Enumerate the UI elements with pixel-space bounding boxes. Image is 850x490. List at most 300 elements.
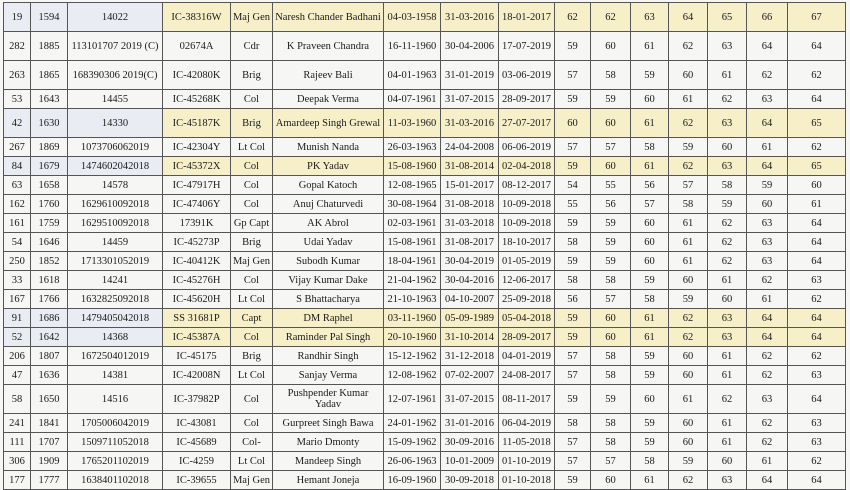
date-of-birth-cell: 12-07-1961: [384, 385, 441, 414]
service-number-cell: IC-45175: [163, 347, 231, 366]
date-issued-cell: 28-09-2017: [499, 90, 555, 109]
retirement-date-cell: 31-07-2015: [441, 90, 499, 109]
serial-no-cell: 33: [4, 271, 31, 290]
ppo-number-cell: 1638401102018: [68, 471, 163, 490]
date-issued-cell: 05-04-2018: [499, 309, 555, 328]
value-col-1-cell: 62: [555, 3, 591, 32]
value-col-6-cell: 63: [747, 233, 788, 252]
rank-cell: Brig: [231, 347, 273, 366]
rank-cell: Capt: [231, 309, 273, 328]
value-col-2-cell: 62: [591, 3, 631, 32]
value-col-5-cell: 59: [708, 195, 747, 214]
value-col-3-cell: 60: [631, 90, 669, 109]
value-col-4-cell: 60: [669, 414, 708, 433]
value-col-2-cell: 57: [591, 290, 631, 309]
retirement-date-cell: 30-09-2016: [441, 433, 499, 452]
officer-name-cell: Amardeep Singh Grewal: [273, 109, 384, 138]
value-col-1-cell: 57: [555, 347, 591, 366]
date-issued-cell: 18-01-2017: [499, 3, 555, 32]
retirement-date-cell: 30-04-2019: [441, 252, 499, 271]
seq-no-cell: 1841: [31, 414, 68, 433]
date-issued-cell: 10-09-2018: [499, 195, 555, 214]
value-col-6-cell: 61: [747, 138, 788, 157]
officer-name-cell: S Bhattacharya: [273, 290, 384, 309]
value-col-6-cell: 62: [747, 347, 788, 366]
officer-name-cell: Rajeev Bali: [273, 61, 384, 90]
value-col-7-cell: 67: [788, 3, 846, 32]
value-col-5-cell: 61: [708, 61, 747, 90]
officer-name-cell: Vijay Kumar Dake: [273, 271, 384, 290]
value-col-6-cell: 62: [747, 366, 788, 385]
rank-cell: Cdr: [231, 32, 273, 61]
serial-no-cell: 47: [4, 366, 31, 385]
rank-cell: Col: [231, 271, 273, 290]
retirement-date-cell: 24-04-2008: [441, 138, 499, 157]
service-number-cell: IC-45387A: [163, 328, 231, 347]
value-col-3-cell: 60: [631, 252, 669, 271]
officer-name-cell: AK Abrol: [273, 214, 384, 233]
value-col-5-cell: 61: [708, 271, 747, 290]
value-col-7-cell: 62: [788, 290, 846, 309]
table-row: [4, 433, 846, 452]
value-col-2-cell: 58: [591, 433, 631, 452]
retirement-date-cell: 31-03-2016: [441, 109, 499, 138]
rank-cell: Lt Col: [231, 290, 273, 309]
value-col-7-cell: 63: [788, 414, 846, 433]
value-col-7-cell: 64: [788, 32, 846, 61]
date-of-birth-cell: 03-11-1960: [384, 309, 441, 328]
value-col-7-cell: 64: [788, 385, 846, 414]
value-col-6-cell: 63: [747, 385, 788, 414]
value-col-4-cell: 59: [669, 290, 708, 309]
table-row: [4, 3, 846, 32]
ppo-number-cell: 14455: [68, 90, 163, 109]
table-row: [4, 452, 846, 471]
table-row: [4, 195, 846, 214]
date-of-birth-cell: 12-08-1962: [384, 366, 441, 385]
value-col-5-cell: 63: [708, 309, 747, 328]
date-of-birth-cell: 21-10-1963: [384, 290, 441, 309]
seq-no-cell: 1594: [31, 3, 68, 32]
table-row: [4, 385, 846, 414]
officer-name-cell: Raminder Pal Singh: [273, 328, 384, 347]
date-of-birth-cell: 26-03-1963: [384, 138, 441, 157]
value-col-5-cell: 61: [708, 347, 747, 366]
service-number-cell: IC-45620H: [163, 290, 231, 309]
date-of-birth-cell: 04-01-1963: [384, 61, 441, 90]
value-col-7-cell: 64: [788, 214, 846, 233]
ppo-number-cell: 113101707 2019 (C): [68, 32, 163, 61]
value-col-6-cell: 61: [747, 452, 788, 471]
value-col-1-cell: 57: [555, 366, 591, 385]
value-col-7-cell: 64: [788, 252, 846, 271]
date-of-birth-cell: 12-08-1965: [384, 176, 441, 195]
rank-cell: Col: [231, 195, 273, 214]
value-col-1-cell: 55: [555, 195, 591, 214]
value-col-3-cell: 59: [631, 271, 669, 290]
officer-name-cell: Hemant Joneja: [273, 471, 384, 490]
value-col-6-cell: 63: [747, 214, 788, 233]
service-number-cell: IC-45187K: [163, 109, 231, 138]
seq-no-cell: 1909: [31, 452, 68, 471]
table-row: [4, 138, 846, 157]
value-col-4-cell: 62: [669, 157, 708, 176]
retirement-date-cell: 31-03-2018: [441, 214, 499, 233]
date-issued-cell: 01-10-2018: [499, 471, 555, 490]
service-number-cell: IC-37982P: [163, 385, 231, 414]
value-col-4-cell: 57: [669, 176, 708, 195]
date-issued-cell: 10-09-2018: [499, 214, 555, 233]
officers-table: [3, 2, 846, 490]
value-col-5-cell: 63: [708, 32, 747, 61]
value-col-4-cell: 60: [669, 366, 708, 385]
ppo-number-cell: 14381: [68, 366, 163, 385]
value-col-3-cell: 58: [631, 138, 669, 157]
retirement-date-cell: 31-08-2014: [441, 157, 499, 176]
value-col-1-cell: 58: [555, 233, 591, 252]
value-col-7-cell: 64: [788, 471, 846, 490]
value-col-1-cell: 58: [555, 271, 591, 290]
serial-no-cell: 91: [4, 309, 31, 328]
retirement-date-cell: 31-07-2015: [441, 385, 499, 414]
date-issued-cell: 11-05-2018: [499, 433, 555, 452]
value-col-3-cell: 63: [631, 3, 669, 32]
value-col-2-cell: 58: [591, 366, 631, 385]
officer-name-cell: DM Raphel: [273, 309, 384, 328]
value-col-5-cell: 62: [708, 90, 747, 109]
value-col-1-cell: 59: [555, 385, 591, 414]
table-body: [4, 3, 846, 490]
value-col-2-cell: 59: [591, 385, 631, 414]
value-col-6-cell: 66: [747, 3, 788, 32]
date-issued-cell: 17-07-2019: [499, 32, 555, 61]
value-col-2-cell: 59: [591, 233, 631, 252]
value-col-2-cell: 58: [591, 61, 631, 90]
value-col-5-cell: 63: [708, 471, 747, 490]
ppo-number-cell: 14241: [68, 271, 163, 290]
value-col-3-cell: 60: [631, 385, 669, 414]
rank-cell: Lt Col: [231, 366, 273, 385]
value-col-6-cell: 63: [747, 90, 788, 109]
value-col-5-cell: 62: [708, 385, 747, 414]
date-issued-cell: 06-06-2019: [499, 138, 555, 157]
value-col-4-cell: 64: [669, 3, 708, 32]
serial-no-cell: 162: [4, 195, 31, 214]
table-row: [4, 176, 846, 195]
table-row: [4, 347, 846, 366]
value-col-1-cell: 59: [555, 328, 591, 347]
rank-cell: Col: [231, 414, 273, 433]
value-col-7-cell: 60: [788, 176, 846, 195]
table-row: [4, 471, 846, 490]
value-col-4-cell: 62: [669, 32, 708, 61]
retirement-date-cell: 15-01-2017: [441, 176, 499, 195]
serial-no-cell: 161: [4, 214, 31, 233]
value-col-7-cell: 62: [788, 138, 846, 157]
date-of-birth-cell: 21-04-1962: [384, 271, 441, 290]
seq-no-cell: 1869: [31, 138, 68, 157]
ppo-number-cell: 1713301052019: [68, 252, 163, 271]
value-col-1-cell: 59: [555, 309, 591, 328]
officer-name-cell: Udai Yadav: [273, 233, 384, 252]
date-issued-cell: 25-09-2018: [499, 290, 555, 309]
retirement-date-cell: 31-08-2018: [441, 195, 499, 214]
value-col-4-cell: 61: [669, 214, 708, 233]
value-col-3-cell: 61: [631, 328, 669, 347]
retirement-date-cell: 31-10-2014: [441, 328, 499, 347]
value-col-5-cell: 65: [708, 3, 747, 32]
value-col-1-cell: 59: [555, 32, 591, 61]
ppo-number-cell: 14578: [68, 176, 163, 195]
service-number-cell: IC-40412K: [163, 252, 231, 271]
value-col-6-cell: 64: [747, 32, 788, 61]
value-col-7-cell: 64: [788, 328, 846, 347]
value-col-7-cell: 63: [788, 271, 846, 290]
officer-name-cell: Deepak Verma: [273, 90, 384, 109]
officer-name-cell: Gopal Katoch: [273, 176, 384, 195]
value-col-6-cell: 60: [747, 195, 788, 214]
seq-no-cell: 1865: [31, 61, 68, 90]
value-col-7-cell: 65: [788, 109, 846, 138]
value-col-3-cell: 60: [631, 214, 669, 233]
value-col-7-cell: 62: [788, 347, 846, 366]
rank-cell: Col: [231, 385, 273, 414]
value-col-3-cell: 57: [631, 195, 669, 214]
serial-no-cell: 111: [4, 433, 31, 452]
date-issued-cell: 01-10-2019: [499, 452, 555, 471]
serial-no-cell: 53: [4, 90, 31, 109]
rank-cell: Brig: [231, 61, 273, 90]
service-number-cell: IC-47406Y: [163, 195, 231, 214]
officer-name-cell: Pushpender Kumar Yadav: [273, 385, 384, 414]
serial-no-cell: 250: [4, 252, 31, 271]
serial-no-cell: 282: [4, 32, 31, 61]
value-col-3-cell: 61: [631, 109, 669, 138]
value-col-7-cell: 65: [788, 157, 846, 176]
seq-no-cell: 1707: [31, 433, 68, 452]
serial-no-cell: 241: [4, 414, 31, 433]
date-of-birth-cell: 16-11-1960: [384, 32, 441, 61]
seq-no-cell: 1679: [31, 157, 68, 176]
rank-cell: Maj Gen: [231, 3, 273, 32]
value-col-4-cell: 60: [669, 347, 708, 366]
value-col-1-cell: 54: [555, 176, 591, 195]
service-number-cell: IC-42080K: [163, 61, 231, 90]
value-col-3-cell: 60: [631, 233, 669, 252]
service-number-cell: IC-39655: [163, 471, 231, 490]
date-issued-cell: 08-11-2017: [499, 385, 555, 414]
service-number-cell: IC-38316W: [163, 3, 231, 32]
value-col-1-cell: 56: [555, 290, 591, 309]
value-col-4-cell: 62: [669, 471, 708, 490]
retirement-date-cell: 31-03-2016: [441, 3, 499, 32]
value-col-2-cell: 58: [591, 414, 631, 433]
date-issued-cell: 04-01-2019: [499, 347, 555, 366]
rank-cell: Brig: [231, 109, 273, 138]
value-col-4-cell: 60: [669, 433, 708, 452]
value-col-2-cell: 60: [591, 109, 631, 138]
value-col-7-cell: 64: [788, 90, 846, 109]
date-of-birth-cell: 26-06-1963: [384, 452, 441, 471]
table-row: [4, 252, 846, 271]
value-col-4-cell: 61: [669, 233, 708, 252]
date-of-birth-cell: 15-12-1962: [384, 347, 441, 366]
seq-no-cell: 1636: [31, 366, 68, 385]
officer-name-cell: Anuj Chaturvedi: [273, 195, 384, 214]
date-issued-cell: 28-09-2017: [499, 328, 555, 347]
date-issued-cell: 01-05-2019: [499, 252, 555, 271]
officer-name-cell: Mandeep Singh: [273, 452, 384, 471]
ppo-number-cell: 1629610092018: [68, 195, 163, 214]
rank-cell: Lt Col: [231, 138, 273, 157]
date-of-birth-cell: 15-08-1960: [384, 157, 441, 176]
value-col-2-cell: 57: [591, 452, 631, 471]
value-col-1-cell: 59: [555, 252, 591, 271]
seq-no-cell: 1807: [31, 347, 68, 366]
value-col-6-cell: 62: [747, 271, 788, 290]
serial-no-cell: 63: [4, 176, 31, 195]
retirement-date-cell: 07-02-2007: [441, 366, 499, 385]
date-of-birth-cell: 15-08-1961: [384, 233, 441, 252]
value-col-1-cell: 59: [555, 471, 591, 490]
date-of-birth-cell: 02-03-1961: [384, 214, 441, 233]
value-col-4-cell: 61: [669, 385, 708, 414]
value-col-5-cell: 61: [708, 414, 747, 433]
retirement-date-cell: 05-09-1989: [441, 309, 499, 328]
date-of-birth-cell: 16-09-1960: [384, 471, 441, 490]
value-col-7-cell: 62: [788, 452, 846, 471]
seq-no-cell: 1650: [31, 385, 68, 414]
service-number-cell: SS 31681P: [163, 309, 231, 328]
retirement-date-cell: 30-09-2018: [441, 471, 499, 490]
rank-cell: Col: [231, 90, 273, 109]
date-of-birth-cell: 15-09-1962: [384, 433, 441, 452]
date-issued-cell: 03-06-2019: [499, 61, 555, 90]
rank-cell: Col: [231, 328, 273, 347]
officer-name-cell: Munish Nanda: [273, 138, 384, 157]
value-col-7-cell: 63: [788, 433, 846, 452]
table-row: [4, 32, 846, 61]
seq-no-cell: 1646: [31, 233, 68, 252]
retirement-date-cell: 30-04-2006: [441, 32, 499, 61]
ppo-number-cell: 14330: [68, 109, 163, 138]
value-col-4-cell: 60: [669, 61, 708, 90]
value-col-6-cell: 59: [747, 176, 788, 195]
service-number-cell: IC-45276H: [163, 271, 231, 290]
rank-cell: Gp Capt: [231, 214, 273, 233]
value-col-5-cell: 60: [708, 138, 747, 157]
value-col-3-cell: 56: [631, 176, 669, 195]
value-col-5-cell: 61: [708, 366, 747, 385]
seq-no-cell: 1766: [31, 290, 68, 309]
date-of-birth-cell: 30-08-1964: [384, 195, 441, 214]
value-col-7-cell: 61: [788, 195, 846, 214]
service-number-cell: IC-45689: [163, 433, 231, 452]
value-col-6-cell: 64: [747, 157, 788, 176]
value-col-1-cell: 57: [555, 138, 591, 157]
officer-name-cell: Gurpreet Singh Bawa: [273, 414, 384, 433]
date-issued-cell: 18-10-2017: [499, 233, 555, 252]
value-col-7-cell: 63: [788, 366, 846, 385]
table-row: [4, 61, 846, 90]
seq-no-cell: 1658: [31, 176, 68, 195]
ppo-number-cell: 1765201102019: [68, 452, 163, 471]
value-col-1-cell: 57: [555, 61, 591, 90]
ppo-number-cell: 1073706062019: [68, 138, 163, 157]
value-col-7-cell: 64: [788, 309, 846, 328]
value-col-2-cell: 58: [591, 271, 631, 290]
value-col-4-cell: 59: [669, 452, 708, 471]
seq-no-cell: 1630: [31, 109, 68, 138]
value-col-1-cell: 60: [555, 109, 591, 138]
serial-no-cell: 167: [4, 290, 31, 309]
serial-no-cell: 58: [4, 385, 31, 414]
value-col-3-cell: 61: [631, 157, 669, 176]
service-number-cell: IC-47917H: [163, 176, 231, 195]
table-row: [4, 290, 846, 309]
date-issued-cell: 02-04-2018: [499, 157, 555, 176]
table-row: [4, 90, 846, 109]
seq-no-cell: 1759: [31, 214, 68, 233]
officer-name-cell: PK Yadav: [273, 157, 384, 176]
rank-cell: Col-: [231, 433, 273, 452]
value-col-7-cell: 64: [788, 233, 846, 252]
value-col-4-cell: 62: [669, 309, 708, 328]
ppo-number-cell: 1632825092018: [68, 290, 163, 309]
date-of-birth-cell: 04-07-1961: [384, 90, 441, 109]
serial-no-cell: 54: [4, 233, 31, 252]
serial-no-cell: 263: [4, 61, 31, 90]
value-col-6-cell: 64: [747, 328, 788, 347]
serial-no-cell: 84: [4, 157, 31, 176]
serial-no-cell: 177: [4, 471, 31, 490]
value-col-1-cell: 57: [555, 433, 591, 452]
rank-cell: Maj Gen: [231, 471, 273, 490]
ppo-number-cell: 14022: [68, 3, 163, 32]
serial-no-cell: 19: [4, 3, 31, 32]
value-col-2-cell: 60: [591, 328, 631, 347]
value-col-6-cell: 62: [747, 433, 788, 452]
value-col-2-cell: 58: [591, 347, 631, 366]
officer-name-cell: Randhir Singh: [273, 347, 384, 366]
retirement-date-cell: 31-01-2019: [441, 61, 499, 90]
value-col-7-cell: 62: [788, 61, 846, 90]
value-col-3-cell: 59: [631, 366, 669, 385]
service-number-cell: IC-45372X: [163, 157, 231, 176]
officer-name-cell: Sanjay Verma: [273, 366, 384, 385]
service-number-cell: IC-43081: [163, 414, 231, 433]
value-col-5-cell: 62: [708, 252, 747, 271]
value-col-6-cell: 63: [747, 252, 788, 271]
value-col-3-cell: 61: [631, 471, 669, 490]
value-col-5-cell: 61: [708, 433, 747, 452]
seq-no-cell: 1885: [31, 32, 68, 61]
serial-no-cell: 42: [4, 109, 31, 138]
table-row: [4, 271, 846, 290]
value-col-5-cell: 62: [708, 233, 747, 252]
ppo-number-cell: 1705006042019: [68, 414, 163, 433]
serial-no-cell: 52: [4, 328, 31, 347]
table-row: [4, 157, 846, 176]
date-issued-cell: 24-08-2017: [499, 366, 555, 385]
date-issued-cell: 06-04-2019: [499, 414, 555, 433]
rank-cell: Col: [231, 176, 273, 195]
ppo-number-cell: 1672504012019: [68, 347, 163, 366]
value-col-1-cell: 59: [555, 157, 591, 176]
value-col-1-cell: 57: [555, 452, 591, 471]
value-col-3-cell: 59: [631, 347, 669, 366]
value-col-3-cell: 58: [631, 452, 669, 471]
